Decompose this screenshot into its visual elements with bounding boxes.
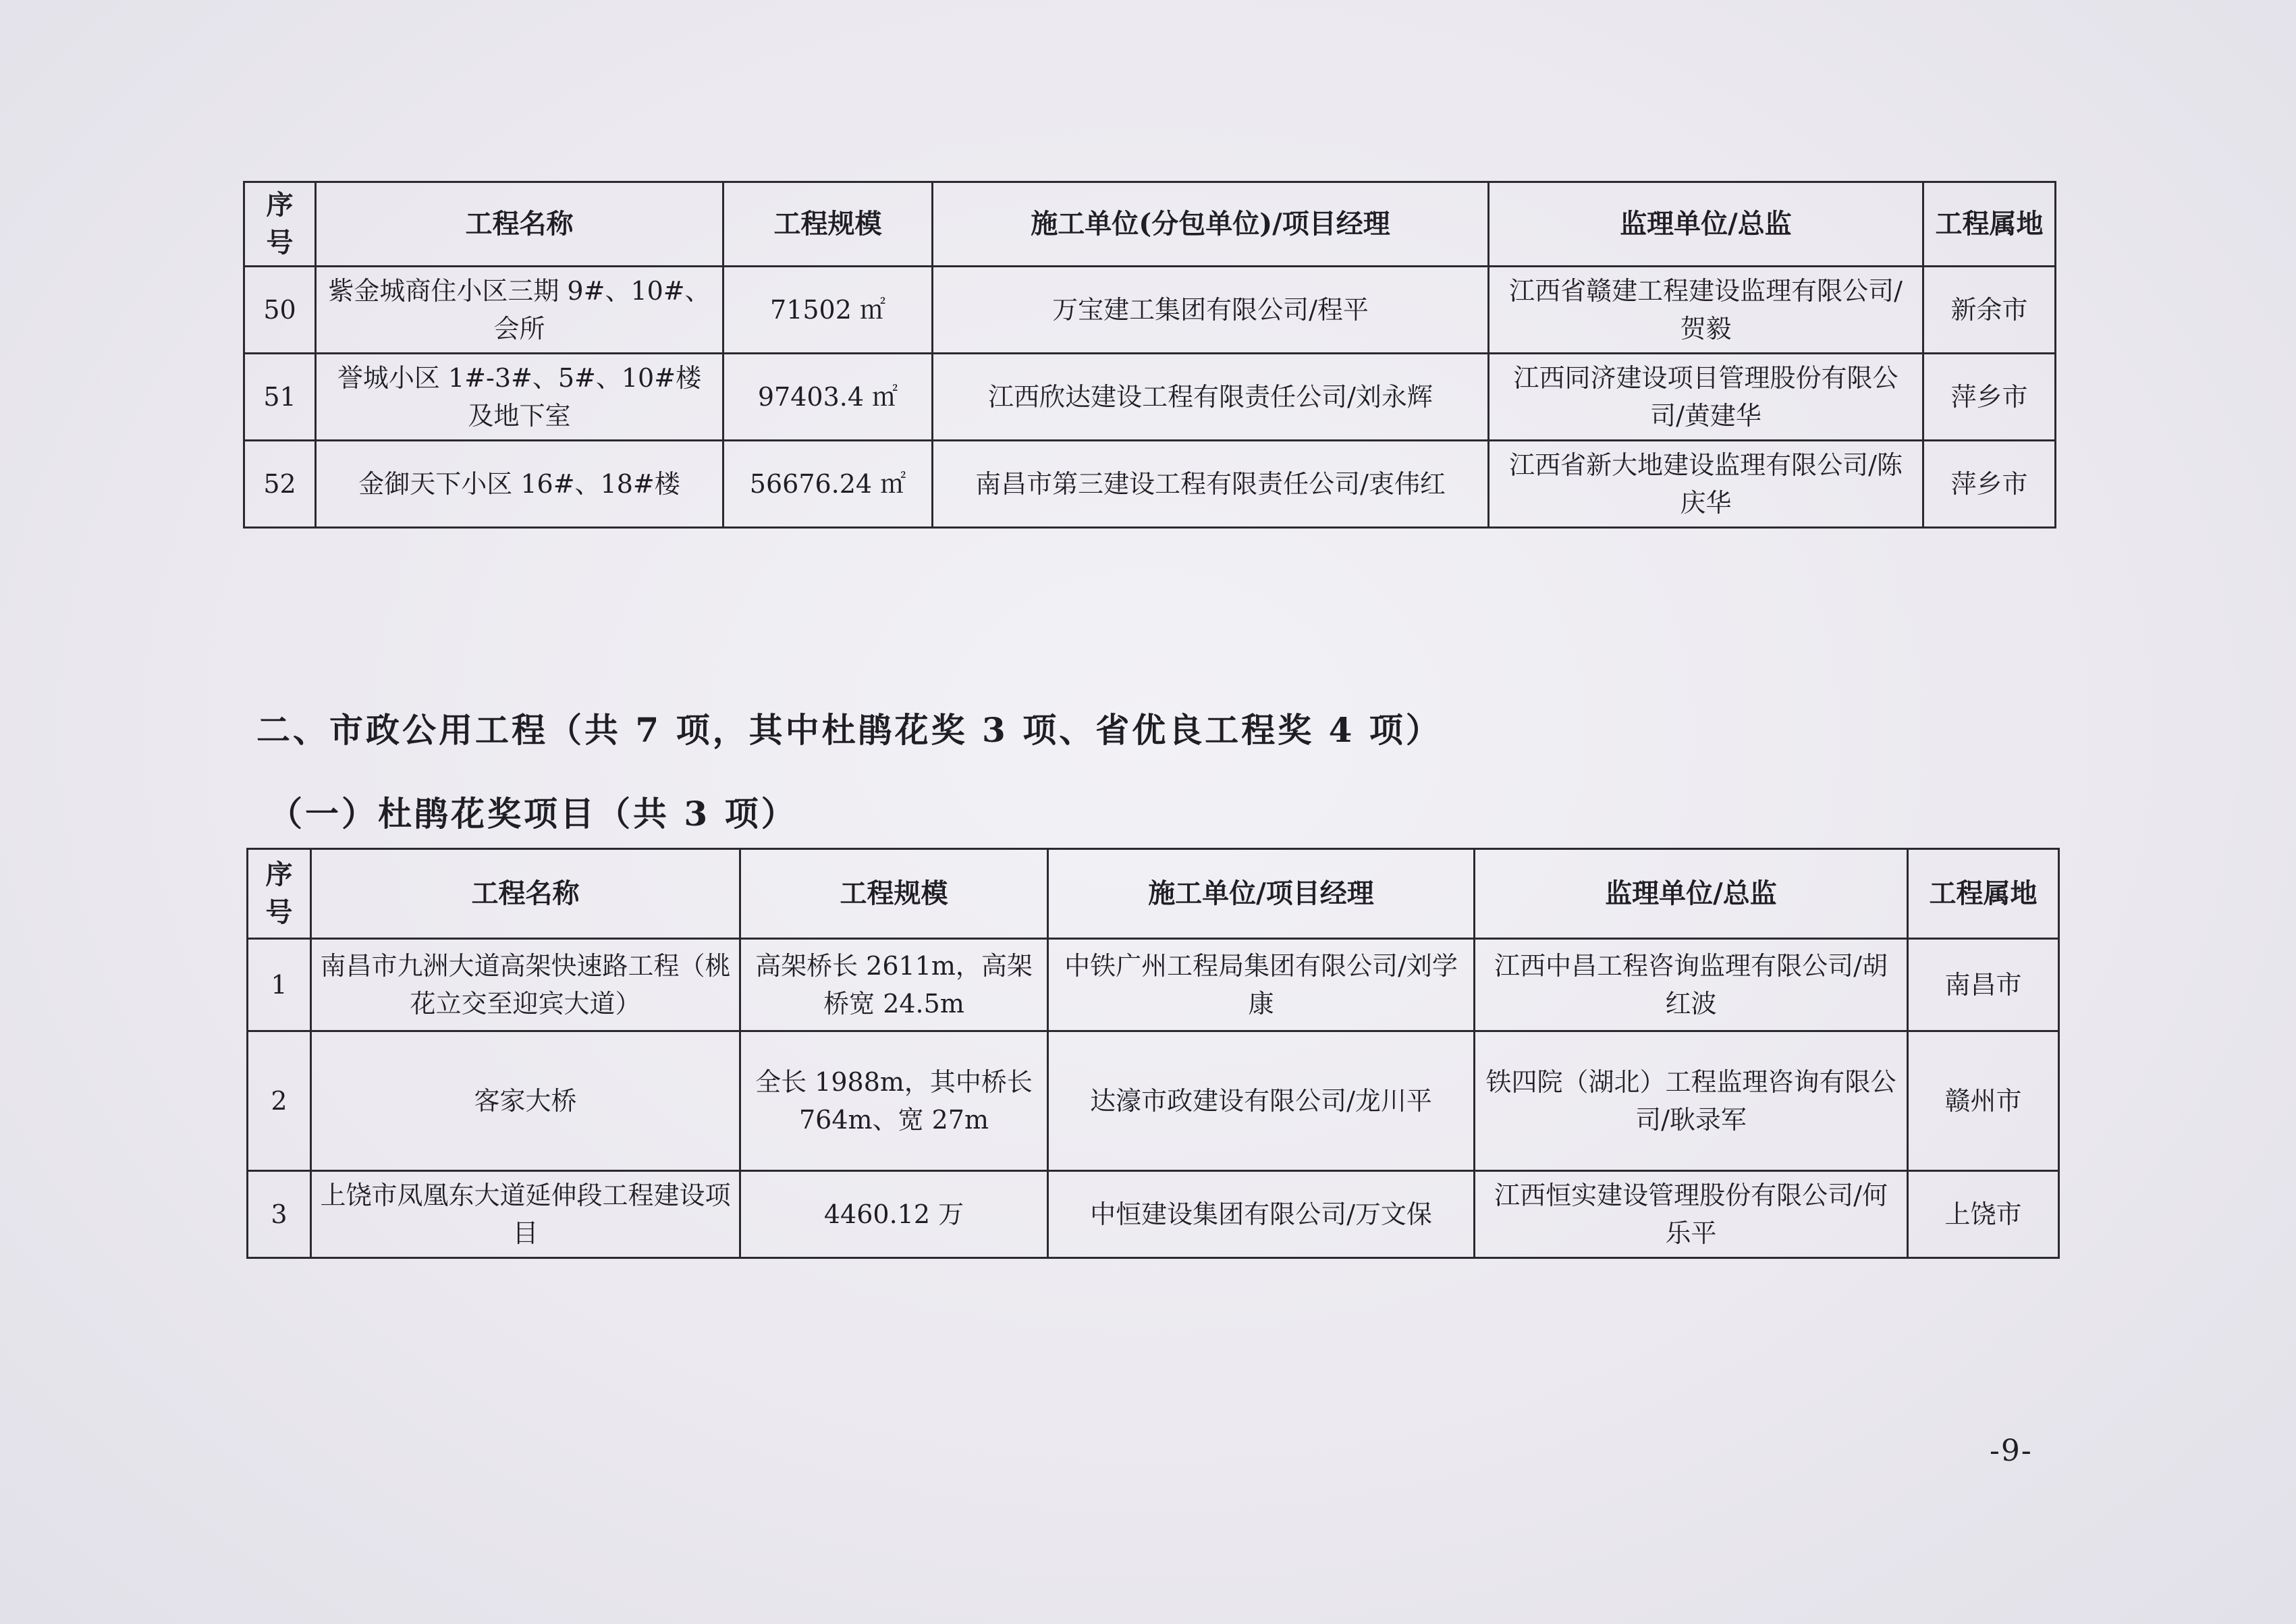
project-table-municipal [246, 848, 2060, 1259]
cell-project-name: 金御天下小区 16#、18#楼 [316, 441, 723, 528]
table-row [244, 267, 2056, 354]
table-row [248, 1031, 2059, 1171]
table-row [244, 441, 2056, 528]
cell-contractor: 中恒建设集团有限公司/万文保 [1048, 1171, 1475, 1258]
header-contractor: 施工单位/项目经理 [1048, 849, 1475, 939]
cell-index: 51 [244, 354, 316, 441]
cell-index: 1 [248, 939, 311, 1031]
table-row [248, 939, 2059, 1031]
header-project-name: 工程名称 [311, 849, 740, 939]
cell-location: 上饶市 [1908, 1171, 2059, 1258]
cell-project-name: 誉城小区 1#-3#、5#、10#楼及地下室 [316, 354, 723, 441]
cell-project-name: 南昌市九洲大道高架快速路工程（桃花立交至迎宾大道） [311, 939, 740, 1031]
cell-index: 50 [244, 267, 316, 354]
header-index: 序号 [244, 182, 316, 267]
cell-supervisor: 铁四院（湖北）工程监理咨询有限公司/耿录军 [1475, 1031, 1908, 1171]
table-header-row [248, 849, 2059, 939]
cell-contractor: 南昌市第三建设工程有限责任公司/衷伟红 [933, 441, 1489, 528]
cell-scale: 高架桥长 2611m，高架桥宽 24.5m [740, 939, 1048, 1031]
header-location: 工程属地 [1923, 182, 2056, 267]
cell-contractor: 中铁广州工程局集团有限公司/刘学康 [1048, 939, 1475, 1031]
cell-location: 南昌市 [1908, 939, 2059, 1031]
table-header-row [244, 182, 2056, 267]
cell-scale: 4460.12 万 [740, 1171, 1048, 1258]
cell-scale: 56676.24 ㎡ [723, 441, 933, 528]
cell-project-name: 上饶市凤凰东大道延伸段工程建设项目 [311, 1171, 740, 1258]
cell-project-name: 紫金城商住小区三期 9#、10#、会所 [316, 267, 723, 354]
cell-index: 52 [244, 441, 316, 528]
header-project-name: 工程名称 [316, 182, 723, 267]
header-scale: 工程规模 [740, 849, 1048, 939]
cell-location: 萍乡市 [1923, 354, 2056, 441]
cell-location: 新余市 [1923, 267, 2056, 354]
cell-location: 萍乡市 [1923, 441, 2056, 528]
project-table-building [243, 181, 2056, 529]
header-contractor: 施工单位(分包单位)/项目经理 [933, 182, 1489, 267]
cell-index: 3 [248, 1171, 311, 1258]
cell-contractor: 江西欣达建设工程有限责任公司/刘永辉 [933, 354, 1489, 441]
section-heading: 二、市政公用工程（共 7 项，其中杜鹃花奖 3 项、省优良工程奖 4 项） [256, 710, 1442, 750]
header-location: 工程属地 [1908, 849, 2059, 939]
cell-scale: 71502 ㎡ [723, 267, 933, 354]
cell-supervisor: 江西省新大地建设监理有限公司/陈庆华 [1489, 441, 1923, 528]
header-index: 序号 [248, 849, 311, 939]
cell-project-name: 客家大桥 [311, 1031, 740, 1171]
cell-index: 2 [248, 1031, 311, 1171]
cell-location: 赣州市 [1908, 1031, 2059, 1171]
cell-supervisor: 江西同济建设项目管理股份有限公司/黄建华 [1489, 354, 1923, 441]
header-supervisor: 监理单位/总监 [1475, 849, 1908, 939]
cell-supervisor: 江西省赣建工程建设监理有限公司/贺毅 [1489, 267, 1923, 354]
cell-contractor: 万宝建工集团有限公司/程平 [933, 267, 1489, 354]
header-scale: 工程规模 [723, 182, 933, 267]
page-number: -9- [1990, 1434, 2033, 1468]
table-row [244, 354, 2056, 441]
cell-scale: 全长 1988m，其中桥长 764m、宽 27m [740, 1031, 1048, 1171]
cell-contractor: 达濠市政建设有限公司/龙川平 [1048, 1031, 1475, 1171]
table-row [248, 1171, 2059, 1258]
cell-scale: 97403.4 ㎡ [723, 354, 933, 441]
header-supervisor: 监理单位/总监 [1489, 182, 1923, 267]
cell-supervisor: 江西恒实建设管理股份有限公司/何乐平 [1475, 1171, 1908, 1258]
cell-supervisor: 江西中昌工程咨询监理有限公司/胡红波 [1475, 939, 1908, 1031]
subsection-heading: （一）杜鹃花奖项目（共 3 项） [269, 794, 798, 834]
